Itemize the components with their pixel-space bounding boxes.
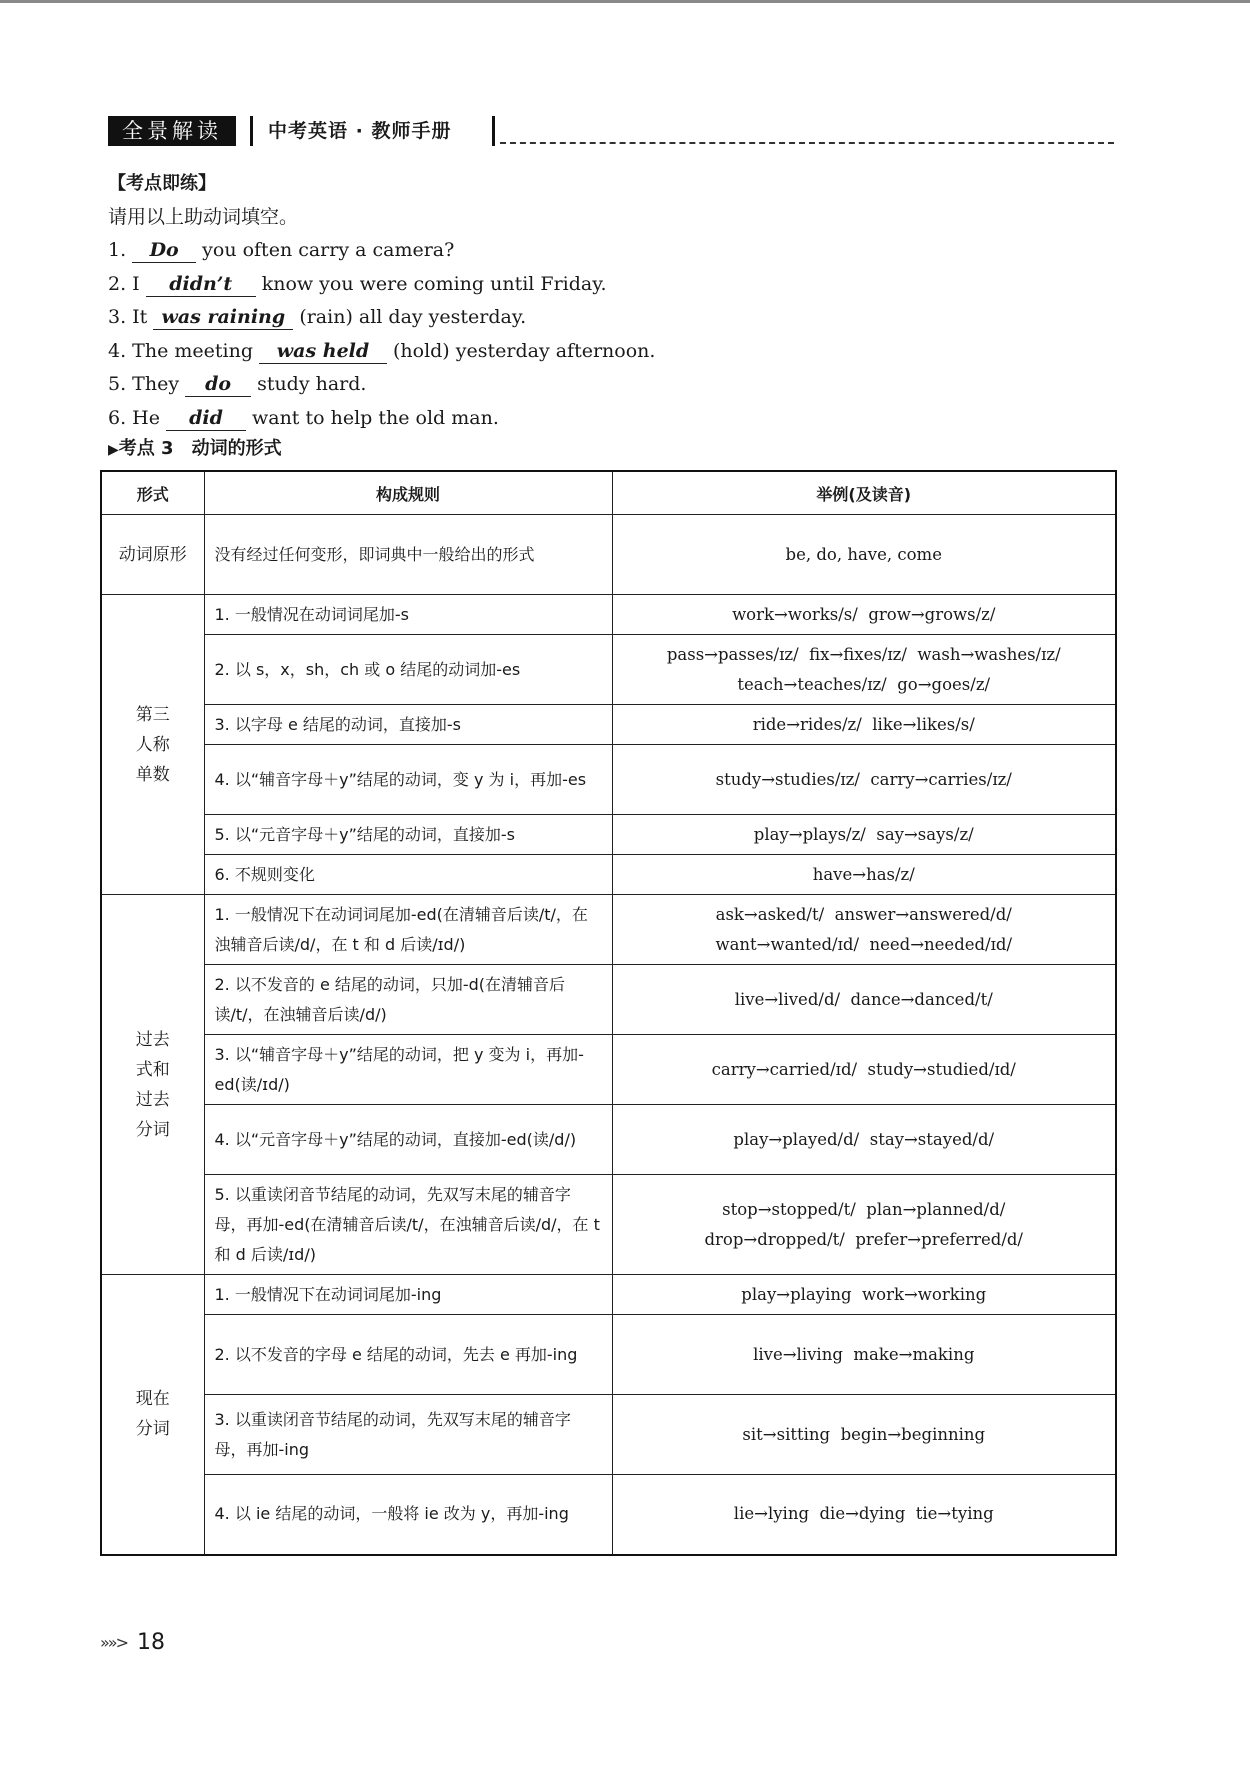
answer-blank: did [166, 406, 246, 431]
example-cell [612, 1395, 1116, 1475]
practice-instruction: 请用以上助动词填空。 [108, 206, 299, 228]
example-cell [612, 705, 1116, 745]
example-cell [612, 1105, 1116, 1175]
question-prefix: 2. I [108, 272, 140, 295]
example-cell [612, 635, 1116, 705]
form-cell [101, 595, 204, 895]
form-label: 第三人称单数 [135, 704, 170, 785]
header-dashed-rule [500, 142, 1114, 144]
question-suffix: know you were coming until Friday. [261, 272, 607, 295]
question-prefix: 1. [108, 239, 127, 261]
question-suffix: want to help the old man. [251, 406, 499, 429]
table-row [101, 895, 1116, 965]
table-body [101, 515, 1116, 1555]
rule-cell: 4. 以 ie 结尾的动词，一般将 ie 改为 y，再加-ing [204, 1475, 612, 1555]
section-heading [108, 434, 282, 465]
rule-cell: 2. 以不发音的字母 e 结尾的动词，先去 e 再加-ing [204, 1315, 612, 1395]
column-header: 形式 [101, 471, 204, 515]
example-line: carry→carried/ɪd/ study→studied/ɪd/ [711, 1059, 1016, 1079]
question-suffix: you often carry a camera? [202, 239, 455, 261]
form-label: 过去式和过去分词 [135, 1029, 170, 1140]
example-cell [612, 515, 1116, 595]
page-footer [100, 1630, 165, 1655]
form-cell [101, 515, 204, 595]
table-row [101, 1275, 1116, 1315]
rule-cell: 5. 以“元音字母＋y”结尾的动词，直接加-s [204, 815, 612, 855]
example-line: work→works/s/ grow→grows/z/ [732, 604, 996, 624]
header-divider [492, 116, 495, 146]
example-line: ride→rides/z/ like→likes/s/ [752, 714, 975, 734]
rule-cell: 3. 以“辅音字母＋y”结尾的动词，把 y 变为 i，再加-ed(读/ɪd/) [204, 1035, 612, 1105]
rule-cell: 3. 以字母 e 结尾的动词，直接加-s [204, 705, 612, 745]
example-cell [612, 815, 1116, 855]
question-4 [108, 335, 1118, 369]
header-divider [250, 116, 253, 146]
question-suffix: (rain) all day yesterday. [299, 306, 527, 328]
example-line: lie→lying die→dying tie→tying [733, 1504, 994, 1524]
question-1 [108, 234, 1118, 268]
example-cell [612, 1315, 1116, 1395]
rule-cell: 5. 以重读闭音节结尾的动词，先双写末尾的辅音字母，再加-ed(在清辅音后读/t/，在浊辅音后读/d/，在 t 和 d 后读/ɪd/) [204, 1175, 612, 1275]
answer-blank: was raining [153, 305, 293, 330]
page-header [108, 116, 1116, 148]
table-row [101, 1315, 1116, 1395]
table-row [101, 1105, 1116, 1175]
answer-blank: didn’t [146, 272, 256, 297]
example-line: teach→teaches/ɪz/ go→goes/z/ [737, 674, 991, 694]
book-title: 中考英语 · 教师手册 [268, 120, 452, 142]
question-5 [108, 368, 1118, 402]
example-cell [612, 1275, 1116, 1315]
example-line: pass→passes/ɪz/ fix→fixes/ɪz/ wash→washes/ɪz/ [666, 644, 1061, 664]
answer-blank: Do [132, 238, 196, 263]
form-cell [101, 1275, 204, 1555]
table-header-row [101, 471, 1116, 515]
question-6 [108, 402, 1118, 436]
table-row [101, 635, 1116, 705]
question-suffix: study hard. [257, 373, 367, 395]
example-line: drop→dropped/t/ prefer→preferred/d/ [704, 1229, 1023, 1249]
verb-forms-table [100, 470, 1117, 1556]
practice-section [108, 168, 1118, 435]
table-row [101, 855, 1116, 895]
rule-cell: 2. 以不发音的 e 结尾的动词，只加-d(在清辅音后读/t/，在浊辅音后读/d/) [204, 965, 612, 1035]
table-row [101, 1475, 1116, 1555]
example-line: have→has/z/ [812, 864, 915, 884]
rule-cell: 4. 以“元音字母＋y”结尾的动词，直接加-ed(读/d/) [204, 1105, 612, 1175]
example-line: live→living make→making [753, 1344, 975, 1364]
example-line: study→studies/ɪz/ carry→carries/ɪz/ [715, 769, 1012, 789]
column-header: 构成规则 [204, 471, 612, 515]
table-row [101, 515, 1116, 595]
example-cell [612, 1475, 1116, 1555]
table-row [101, 1395, 1116, 1475]
table-row [101, 815, 1116, 855]
example-cell [612, 895, 1116, 965]
rule-cell: 6. 不规则变化 [204, 855, 612, 895]
rule-cell: 3. 以重读闭音节结尾的动词，先双写末尾的辅音字母，再加-ing [204, 1395, 612, 1475]
form-label: 动词原形 [118, 544, 187, 565]
table-row [101, 705, 1116, 745]
rule-cell: 1. 一般情况在动词词尾加-s [204, 595, 612, 635]
header-tag: 全景解读 [108, 116, 236, 146]
rule-cell: 没有经过任何变形，即词典中一般给出的形式 [204, 515, 612, 595]
table-row [101, 965, 1116, 1035]
practice-title: 【考点即练】 [108, 173, 216, 194]
example-line: play→plays/z/ say→says/z/ [753, 824, 974, 844]
rule-cell: 4. 以“辅音字母＋y”结尾的动词，变 y 为 i，再加-es [204, 745, 612, 815]
question-2 [108, 268, 1118, 302]
column-header: 举例(及读音) [612, 471, 1116, 515]
table-row [101, 595, 1116, 635]
answer-blank: do [185, 372, 251, 397]
example-line: play→played/d/ stay→stayed/d/ [733, 1129, 995, 1149]
table-row [101, 1175, 1116, 1275]
example-cell [612, 595, 1116, 635]
answer-blank: was held [259, 339, 387, 364]
question-3 [108, 301, 1118, 335]
form-cell [101, 895, 204, 1275]
example-line: sit→sitting begin→beginning [742, 1424, 986, 1444]
example-cell [612, 1175, 1116, 1275]
section-title: 考点 3 动词的形式 [118, 438, 282, 459]
question-suffix: (hold) yesterday afternoon. [392, 339, 656, 362]
rule-cell: 1. 一般情况下在动词词尾加-ing [204, 1275, 612, 1315]
table-row [101, 745, 1116, 815]
triangle-marker-icon: ▶ [108, 442, 119, 458]
example-line: stop→stopped/t/ plan→planned/d/ [722, 1199, 1006, 1219]
rule-cell: 2. 以 s，x，sh，ch 或 o 结尾的动词加-es [204, 635, 612, 705]
example-line: play→playing work→working [741, 1284, 987, 1304]
example-cell [612, 745, 1116, 815]
example-line: ask→asked/t/ answer→answered/d/ [715, 904, 1012, 924]
example-line: live→lived/d/ dance→danced/t/ [734, 989, 993, 1009]
example-line: want→wanted/ɪd/ need→needed/ɪd/ [715, 934, 1013, 954]
example-cell [612, 1035, 1116, 1105]
page-number: 18 [136, 1630, 165, 1655]
form-label: 现在分词 [135, 1389, 170, 1440]
example-cell [612, 965, 1116, 1035]
question-prefix: 4. The meeting [108, 339, 253, 362]
rule-cell: 1. 一般情况下在动词词尾加-ed(在清辅音后读/t/，在浊辅音后读/d/，在 t 和 d 后读/ɪd/) [204, 895, 612, 965]
question-prefix: 5. They [108, 373, 180, 395]
example-line: be, do, have, come [785, 544, 942, 564]
example-cell [612, 855, 1116, 895]
question-prefix: 6. He [108, 406, 160, 429]
arrows-icon: »»> [100, 1633, 127, 1652]
question-prefix: 3. It [108, 306, 148, 328]
page-top-edge [0, 0, 1250, 3]
table-row [101, 1035, 1116, 1105]
